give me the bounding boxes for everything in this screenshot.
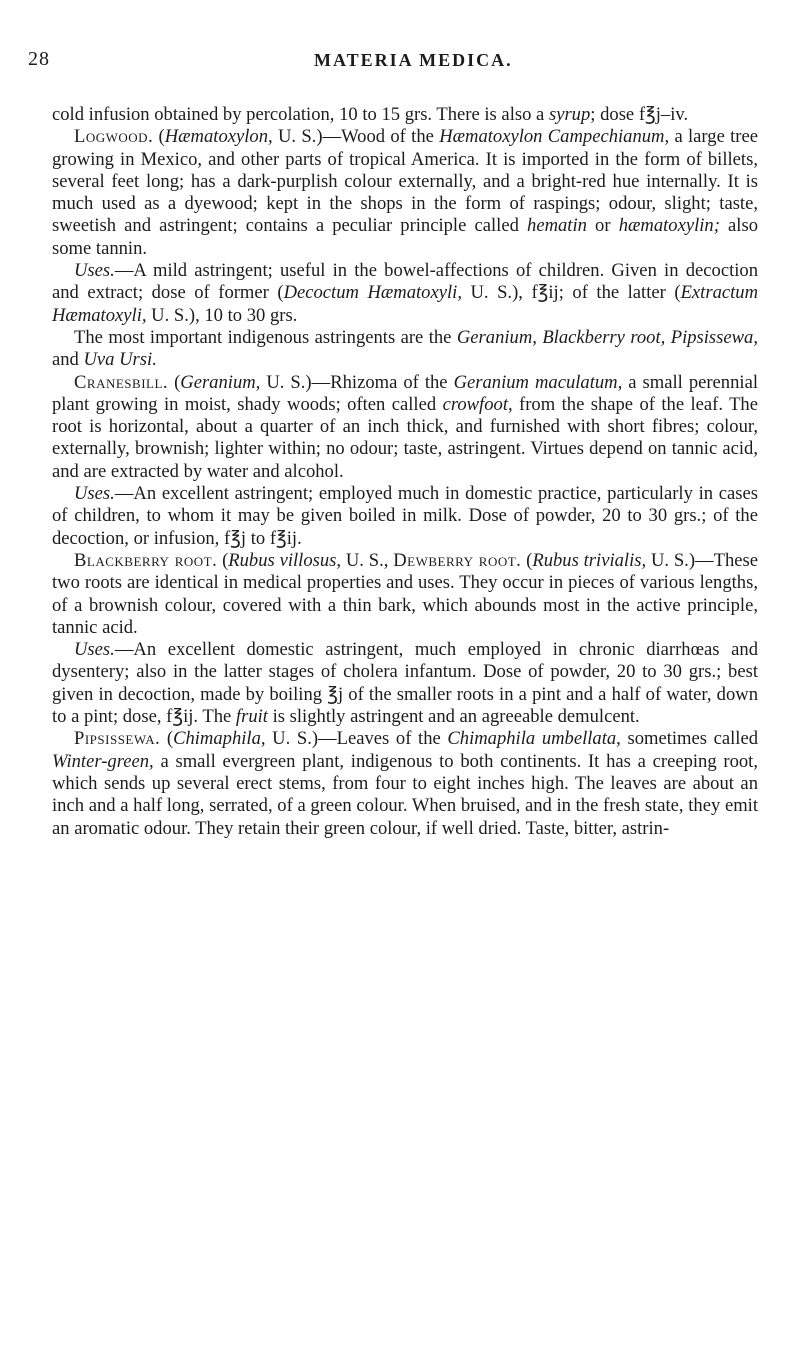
italic-term: Uses. [74, 483, 115, 505]
text-run: U. S.)—Wood of the [272, 126, 440, 148]
italic-term: Uses. [74, 639, 115, 661]
text-run: cold infusion obtained by percolation, 10 to 15 grs. There is also a [52, 104, 549, 125]
paragraph-continued [52, 104, 758, 126]
entry-heading: Logwood. [74, 126, 154, 148]
italic-term: hæmatoxylin; [618, 215, 720, 237]
text-run: U. S.)—Rhizoma of the [260, 371, 454, 393]
text-run: ( [521, 549, 533, 571]
paragraph-cranesbill [52, 372, 758, 483]
text-run: or [586, 215, 619, 237]
page-number: 28 [28, 48, 50, 70]
italic-term: Rubus trivialis, [532, 549, 647, 571]
paragraph-blackberry-root [52, 550, 758, 639]
entry-heading: Dewberry root. [393, 549, 522, 571]
text-run: is slightly astringent and an agreeable demulcent. [267, 706, 640, 728]
text-run: —A mild astringent; useful in the bowel-affections of children. Given in decoction and extract; dose of former ( [52, 260, 758, 304]
text-run: ( [168, 371, 181, 393]
text-run: ( [217, 549, 229, 571]
italic-term: Geranium, Blackberry root, Pipsissewa, [456, 326, 759, 348]
text-run: sometimes called [620, 728, 758, 750]
text-run: also some tannin. [52, 215, 758, 259]
book-page [28, 48, 759, 840]
text-run: ( [153, 126, 165, 148]
text-run: a small perennial plant growing in moist, shady woods; often called [52, 371, 758, 415]
italic-term: Hæmatoxylon Campechianum, [439, 126, 670, 148]
text-run: U. S.)—These two roots are identical in medical properties and uses. They occur in pieces of various lengths, of a brownish colour, covered with a thin bark, which abounds most in the active principle, tannic acid. [52, 549, 759, 638]
italic-term: syrup [548, 104, 591, 125]
entry-heading: Cranesbill. [74, 371, 169, 393]
text-run: a small evergreen plant, indigenous to both continents. It has a creeping root, which sends up several erect stems, from four to eight inches high. The leaves are about an inch and a half long, serrated, of a green colour. When bruised, and in the fresh state, they emit an aromatic odour. They retain their green colour, if well dried. Taste, bitter, astrin- [52, 750, 758, 839]
entry-heading: Pipsissewa. [74, 728, 161, 750]
paragraph-logwood-uses [52, 260, 758, 327]
entry-heading: Blackberry root. [74, 549, 218, 571]
paragraph-blackberry-uses [52, 639, 758, 728]
italic-term: Geranium, [180, 371, 261, 393]
paragraph-indigenous-astringents [52, 327, 758, 372]
running-title: MATERIA MEDICA. [314, 50, 513, 70]
italic-term: Uva Ursi. [83, 349, 157, 371]
text-run: U. S.)—Leaves of the [265, 728, 448, 750]
italic-term: fruit [235, 706, 268, 728]
italic-term: Geranium maculatum, [453, 371, 623, 393]
text-run: ( [160, 728, 174, 750]
text-run: U. S., [341, 549, 394, 571]
text-run: U. S.), 10 to 30 grs. [146, 304, 298, 326]
italic-term: crowfoot, [442, 393, 513, 415]
paragraph-logwood [52, 126, 758, 260]
text-run: The most important indigenous astringents are the [74, 326, 457, 348]
text-run: —An excellent astringent; employed much in domestic practice, particularly in cases of children, to whom it may be given boiled in milk. Dose of powder, 20 to 30 grs.; of the decoction, or infusion, f℥j to f℥ij. [52, 483, 758, 549]
text-run: and [52, 349, 84, 371]
text-run: a large tree growing in Mexico, and other parts of tropical America. It is imported in the form of billets, several feet long; has a dark-purplish colour externally, and a bright-red hue internally. It is much used as a dyewood; kept in the shops in the form of raspings; odour, slight; taste, sweetish and astringent; contains a peculiar principle called [52, 126, 758, 237]
italic-term: Decoctum Hæmatoxyli, [283, 282, 462, 304]
italic-term: Uses. [74, 260, 115, 282]
paragraph-pipsissewa [52, 728, 758, 839]
italic-term: Rubus villosus, [228, 549, 342, 571]
italic-term: Chimaphila umbellata, [447, 728, 621, 750]
italic-term: Extractum Hæmatoxyli, [52, 282, 759, 326]
text-run: ; dose f℥j–iv. [590, 104, 689, 125]
italic-term: Winter-green, [52, 750, 154, 772]
running-head [28, 48, 758, 78]
text-run: U. S.), f℥ij; of the latter ( [461, 282, 681, 304]
italic-term: Chimaphila, [173, 728, 266, 750]
italic-term: hematin [527, 215, 587, 237]
italic-term: Hæmatoxylon, [164, 126, 273, 148]
body-text [52, 104, 758, 840]
text-run: from the shape of the leaf. The root is horizontal, about a quarter of an inch thick, and furnished with short fibres; colour, externally, brownish; lighter within; no odour; taste, astringent. Virtues depend on tannic acid, and are extracted by water and alcohol. [52, 393, 758, 482]
text-run: —An excellent domestic astringent, much employed in chronic diarrhœas and dysentery; also in the latter stages of cholera infantum. Dose of powder, 20 to 30 grs.; best given in decoction, made by boiling ℥j of the smaller roots in a pint and a half of water, down to a pint; dose, f℥ij. The [52, 639, 758, 728]
paragraph-cranesbill-uses [52, 483, 758, 550]
